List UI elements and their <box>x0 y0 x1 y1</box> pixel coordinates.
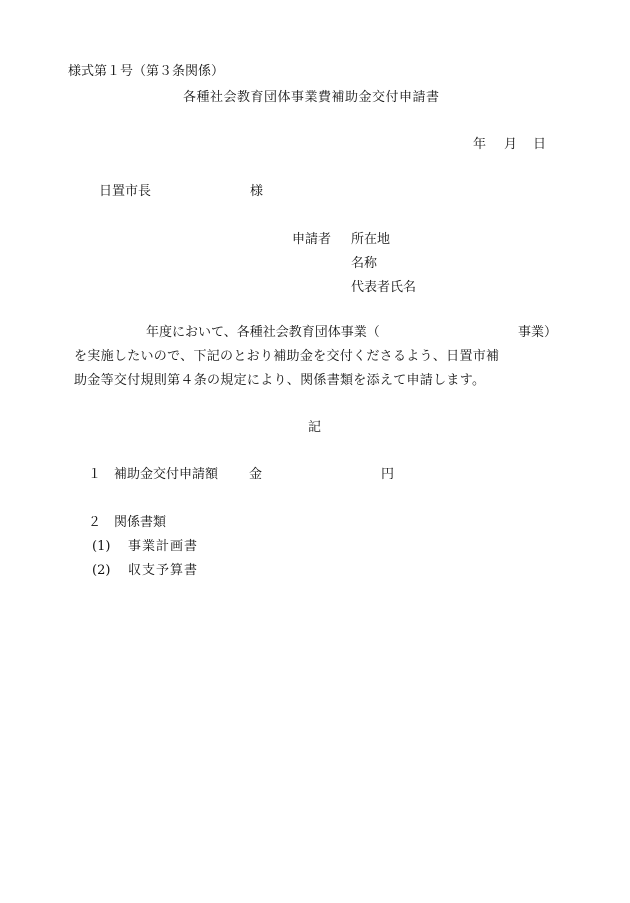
item-2-number: ２ <box>88 515 102 530</box>
item-1-number: １ <box>88 467 102 482</box>
date-month-label: 月 <box>504 137 518 152</box>
date-year-label: 年 <box>473 137 487 152</box>
organization-name-label: 名称 <box>351 256 378 271</box>
representative-name-label: 代表者氏名 <box>351 280 417 295</box>
applicant-label: 申請者 <box>292 232 332 247</box>
sub-item-2-label: 収支予算書 <box>128 563 199 578</box>
sub-item-1-number: (1) <box>92 539 111 554</box>
date-day-label: 日 <box>533 137 547 152</box>
form-number: 様式第１号（第３条関係） <box>68 64 225 79</box>
item-1-yen: 円 <box>381 467 395 482</box>
addressee-suffix: 様 <box>250 184 264 199</box>
body-text-line-2: を実施したいので、下記のとおり補助金を交付くださるよう、日置市補 <box>74 349 500 364</box>
item-2-label: 関係書類 <box>114 515 167 530</box>
addressee-name: 日置市長 <box>99 184 152 199</box>
body-text-line-1: 年度において、各種社会教育団体事業（ <box>146 325 380 340</box>
ki-heading: 記 <box>308 420 322 435</box>
body-text-line-3: 助金等交付規則第４条の規定により、関係書類を添えて申請します。 <box>74 373 486 388</box>
document-title: 各種社会教育団体事業費補助金交付申請書 <box>183 90 440 105</box>
address-label: 所在地 <box>351 232 391 247</box>
sub-item-1-label: 事業計画書 <box>128 539 199 554</box>
item-1-label: 補助金交付申請額 <box>114 467 219 482</box>
item-1-kin: 金 <box>249 467 263 482</box>
sub-item-2-number: (2) <box>92 563 111 578</box>
body-text-line-1-end: 事業） <box>518 325 558 340</box>
